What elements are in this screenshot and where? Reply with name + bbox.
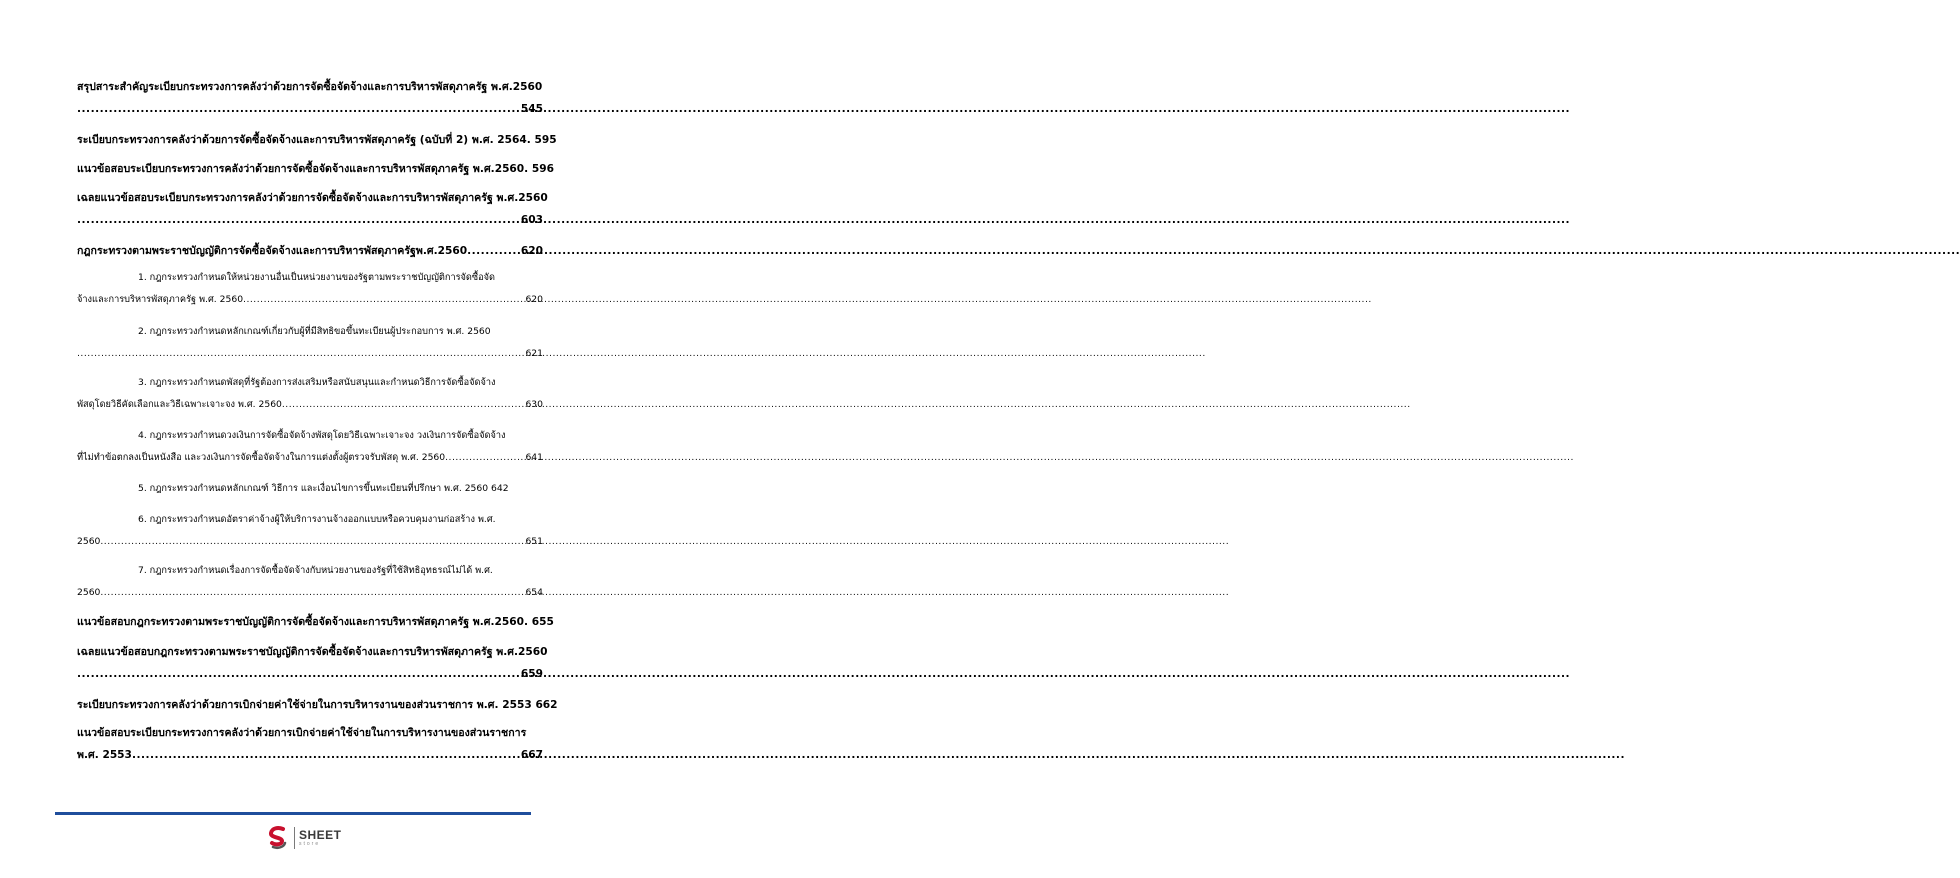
toc-entry-leader	[77, 98, 543, 120]
toc-subentry-title: 6. กฎกระทรวงกำหนดอัตราค่าจ้างผู้ให้บริการงานจ้างออกแบบหรือควบคุมงานก่อสร้าง พ.ศ.	[138, 514, 496, 525]
toc-subentry-title-cont: 2560	[77, 587, 101, 598]
footer-rule	[55, 812, 531, 815]
logo-divider	[294, 827, 295, 849]
toc-subentry-title: 2. กฎกระทรวงกำหนดหลักเกณฑ์เกี่ยวกับผู้ที่มีสิทธิขอขึ้นทะเบียนผู้ประกอบการ พ.ศ. 2560	[138, 326, 491, 337]
toc-entry-title: ระเบียบกระทรวงการคลังว่าด้วยการเบิกจ่ายค่าใช้จ่ายในการบริหารงานของส่วนราชการ พ.ศ. 2553	[77, 699, 532, 711]
dot-leader	[243, 289, 525, 311]
toc-entry-title: ระเบียบกระทรวงการคลังว่าด้วยการจัดซื้อจัดจ้างและการบริหารพัสดุภาครัฐ (ฉบับที่ 2) พ.ศ. 2564.	[77, 134, 531, 146]
toc-subentry-title: 7. กฎกระทรวงกำหนดเรื่องการจัดซื้อจัดจ้างกับหน่วยงานของรัฐที่ใช้สิทธิอุทธรณ์ไม่ได้ พ.ศ.	[138, 565, 493, 576]
toc-entry[interactable]	[77, 240, 543, 262]
toc-entry[interactable]	[77, 76, 543, 120]
toc-subentry-title-cont: 2560	[77, 536, 101, 547]
toc-subentry-line	[77, 478, 543, 500]
toc-entry[interactable]	[77, 694, 558, 716]
toc-entry-page: 603	[520, 214, 543, 226]
toc-subentry-title: 3. กฎกระทรวงกำหนดพัสดุที่รัฐต้องการส่งเสริมหรือสนับสนุนและกำหนดวิธีการจัดซื้อจัดจ้าง	[138, 377, 496, 388]
toc-subentry-title-cont: ที่ไม่ทำข้อตกลงเป็นหนังสือ และวงเงินการจัดซื้อจัดจ้างในการแต่งตั้งผู้ตรวจรับพัสดุ พ.ศ. 2560	[77, 452, 446, 463]
dot-leader	[132, 744, 521, 766]
toc-subentry[interactable]	[77, 267, 543, 311]
toc-subentry-line	[77, 394, 543, 416]
toc-subentry-page: 651	[525, 536, 543, 547]
sheet-store-s-logo-icon	[268, 826, 288, 850]
toc-subentry-line	[77, 289, 543, 311]
sheet-store-logo	[268, 824, 342, 852]
toc-entry-page: 595	[534, 134, 557, 146]
toc-subentry[interactable]	[77, 478, 543, 500]
toc-entry-page: 659	[520, 668, 543, 680]
dot-leader	[100, 582, 525, 604]
toc-entry-title-cont: พ.ศ. 2553	[77, 749, 132, 761]
toc-subentry-title: 5. กฎกระทรวงกำหนดหลักเกณฑ์ วิธีการ และเงื่อนไขการขึ้นทะเบียนที่ปรึกษา พ.ศ. 2560	[138, 483, 489, 494]
dot-leader	[77, 209, 521, 231]
toc-subentry-line	[77, 582, 543, 604]
toc-subentry[interactable]	[77, 560, 543, 604]
toc-entry[interactable]	[77, 611, 554, 633]
toc-subentry-title-cont: จ้างและการบริหารพัสดุภาครัฐ พ.ศ. 2560	[77, 294, 244, 305]
toc-entry[interactable]	[77, 641, 548, 685]
toc-subentry-page: 642	[491, 483, 509, 494]
toc-subentry-line	[77, 343, 543, 365]
dot-leader	[77, 663, 521, 685]
toc-entry-page: 662	[535, 699, 558, 711]
brand-sub: store	[299, 841, 321, 847]
dot-leader	[445, 447, 525, 469]
toc-subentry-title: 4. กฎกระทรวงกำหนดวงเงินการจัดซื้อจัดจ้างพัสดุโดยวิธีเฉพาะเจาะจง วงเงินการจัดซื้อจัดจ้าง	[138, 430, 506, 441]
toc-subentry-page: 621	[525, 348, 543, 359]
toc-entry-title: แนวข้อสอบระเบียบกระทรวงการคลังว่าด้วยการเบิกจ่ายค่าใช้จ่ายในการบริหารงานของส่วนราชการ	[77, 727, 527, 739]
toc-entry-line	[77, 694, 558, 716]
toc-entry-page: 655	[531, 616, 554, 628]
toc-entry-title: แนวข้อสอบระเบียบกระทรวงการคลังว่าด้วยการจัดซื้อจัดจ้างและการบริหารพัสดุภาครัฐ พ.ศ.2560.	[77, 163, 529, 175]
toc-entry[interactable]	[77, 158, 555, 180]
toc-subentry-page: 620	[525, 294, 543, 305]
dot-leader	[77, 98, 521, 120]
toc-subentry-line	[77, 447, 543, 469]
dot-leader	[77, 343, 525, 365]
toc-subentry[interactable]	[77, 425, 543, 469]
dot-leader	[282, 394, 526, 416]
toc-entry-leader	[77, 209, 543, 231]
toc-entry-title: เฉลยแนวข้อสอบกฎกระทรวงตามพระราชบัญญัติการจัดซื้อจัดจ้างและการบริหารพัสดุภาครัฐ พ.ศ.2560	[77, 646, 548, 658]
toc-entry-page: 596	[531, 163, 555, 175]
toc-entry-title: กฎกระทรวงตามพระราชบัญญัติการจัดซื้อจัดจ้างและการบริหารพัสดุภาครัฐพ.ศ.2560	[77, 245, 468, 257]
toc-entry[interactable]	[77, 129, 557, 151]
toc-entry-line	[77, 129, 557, 151]
toc-entry-line	[77, 611, 554, 633]
dot-leader	[467, 240, 521, 262]
logo-text	[299, 829, 342, 847]
brand-word: SHEET	[299, 828, 342, 842]
toc-subentry-line	[77, 531, 543, 553]
toc-subentry-title-cont: พัสดุโดยวิธีคัดเลือกและวิธีเฉพาะเจาะจง พ.ศ. 2560	[77, 399, 282, 410]
toc-subentry[interactable]	[77, 509, 543, 553]
toc-entry-line	[77, 744, 543, 766]
table-of-contents	[0, 0, 620, 800]
toc-entry[interactable]	[77, 722, 543, 766]
toc-subentry-title: 1. กฎกระทรวงกำหนดให้หน่วยงานอื่นเป็นหน่วยงานของรัฐตามพระราชบัญญัติการจัดซื้อจัด	[138, 272, 496, 283]
dot-leader	[100, 531, 525, 553]
toc-subentry-page: 654	[525, 587, 543, 598]
toc-entry-page: 545	[520, 103, 543, 115]
toc-subentry-page: 630	[525, 399, 543, 410]
toc-subentry[interactable]	[77, 321, 543, 365]
toc-entry-title: เฉลยแนวข้อสอบระเบียบกระทรวงการคลังว่าด้วยการจัดซื้อจัดจ้างและการบริหารพัสดุภาครัฐ พ.ศ.2560	[77, 192, 548, 204]
toc-entry-line	[77, 158, 555, 180]
toc-entry-page: 620	[520, 245, 543, 257]
toc-entry-title: แนวข้อสอบกฎกระทรวงตามพระราชบัญญัติการจัดซื้อจัดจ้างและการบริหารพัสดุภาครัฐ พ.ศ.2560.	[77, 616, 528, 628]
toc-entry-page: 667	[520, 749, 543, 761]
toc-subentry[interactable]	[77, 372, 543, 416]
toc-entry[interactable]	[77, 187, 548, 231]
toc-entry-title: สรุปสาระสำคัญระเบียบกระทรวงการคลังว่าด้วยการจัดซื้อจัดจ้างและการบริหารพัสดุภาครัฐ พ.ศ.2560	[77, 81, 543, 93]
toc-entry-line	[77, 240, 543, 262]
toc-subentry-page: 641	[525, 452, 543, 463]
toc-entry-leader	[77, 663, 543, 685]
